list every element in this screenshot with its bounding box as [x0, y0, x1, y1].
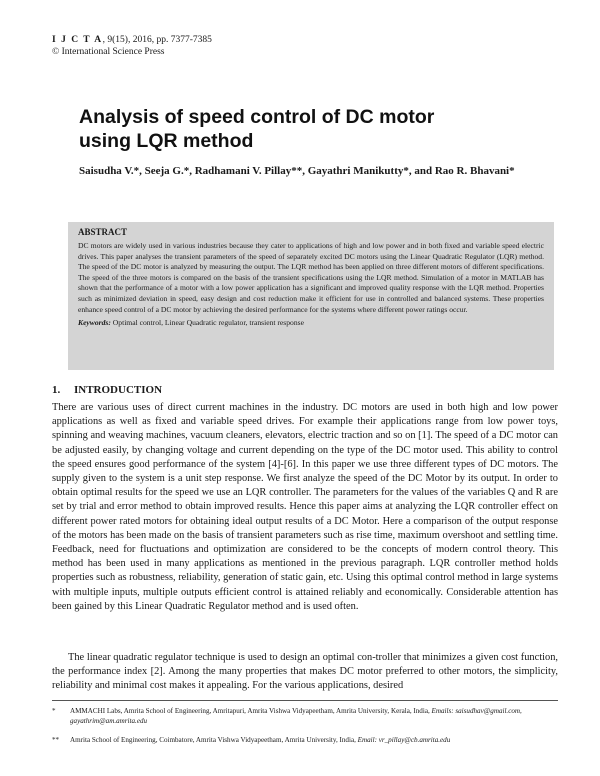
journal-citation: [52, 34, 212, 46]
footnote-affiliation: Amrita School of Engineering, Coimbatore, Amrita Vishwa Vidyapeetham, Amrita University, India,: [70, 736, 358, 744]
abstract-box: [68, 222, 554, 370]
paper-title: Analysis of speed control of DC motor using LQR method: [79, 106, 435, 152]
abstract-body: DC motors are widely used in various industries because they cater to applications of high and low power and in both fixed and variable speed electric drives. This paper analyses the transient parameters of the speed of separately excited DC motors using the Linear Quadratic Regulator (LQR) method. The speed of the DC motor is analyzed by measuring the output. The LQR method has been applied on three different motors of different specifications. The speed of the three motors is compared on the basis of the transient specifications using the LQR method. Simulation of a motor in MATLAB has shown that the performance of a motor with a low power application has a significant and improved quality response with the LQR method. Properties such as minimized deviation in speed, easy design and cost reduction make it efficient for use in controlled and balanced systems. These properties enhance speed control of a DC motor by achieving the desired performance for the systems where different power ratings occur.: [78, 241, 544, 314]
footnote-email-label: Email:: [357, 736, 377, 744]
footnote-emails[interactable]: saisudhav@gmail.com, gayathrim@am.amrita.edu: [70, 707, 522, 725]
body-paragraph: There are various uses of direct current machines in the industry. DC motors are used in both high and low power applications as well as fixed and variable speed drives. For example their applications range from low power toys, spinning and weaving machines, vacuum cleaners, elevators, electric traction and so on [1]. The speed of a DC motor can be adjusted easily, by changing voltage and current depending on the type of the DC motor used. This ability to control the speed ensures good performance of the system [4]-[6]. In this paper we use three different types of DC motors. The supply given to the system is a unit step response. We first analyze the speed of the DC Motor by its output. In order to obtain optimal results for the speed we use an LQR controller. The parameters for the values of the variables Q and R are set by trial and error method to obtain improved results. Hence this paper aims at analyzing the LQR controller effect on different power rated motors for obtaining ideal output results of a DC Motor. Here a comparison of the output response of the motors has been made on the basis of transient parameters such as rise time, maximum overshoot and settling time. Feedback, need for fluctuations and optimization are considered to be the concepts of modern control theory. This method has been used in many applications as mentioned in the previous paragraph. LQR controller method holds properties such as robustness, reliability, generation of static gain, etc. Using this optimal control method in large systems with multiple inputs, multiple outputs efficient control is attained reliably and economically. Considerable attention has been gained by this Linear Quadratic Regulator method and is used often.: [52, 402, 558, 612]
footnote-text: [70, 706, 558, 726]
body-paragraph: The linear quadratic regulator technique is used to design an optimal con-troller that minimizes a given cost function, the performance index [2]. Among the many properties that makes DC motor preferred to other motors, the simplicity, reliability and minimal cost makes it appealing. For the various applications, desired: [52, 652, 558, 692]
journal-copyright: © International Science Press: [52, 47, 165, 57]
section-number: 1.: [52, 384, 61, 396]
footnote-email-label: Emails:: [431, 707, 454, 715]
footnote-text: [70, 735, 558, 745]
footnote-emails[interactable]: vr_pillay@cb.amrita.edu: [376, 736, 451, 744]
abstract-heading: ABSTRACT: [78, 227, 128, 237]
footnote: [52, 706, 558, 726]
author-list: Saisudha V.*, Seeja G.*, Radhamani V. Pillay**, Gayathri Manikutty*, and Rao R. Bhavani*: [79, 165, 515, 177]
keywords-line: [78, 318, 544, 329]
footnote: [52, 735, 558, 745]
footnote-affiliation: AMMACHI Labs, Amrita School of Engineering, Amritapuri, Amrita Vishwa Vidyapeetham, Amrita University, Kerala, India,: [70, 707, 432, 715]
keywords-label: Keywords:: [78, 318, 111, 328]
keywords-list: Optimal control, Linear Quadratic regulator, transient response: [110, 318, 304, 328]
journal-volume-pages: , 9(15), 2016, pp. 7377-7385: [102, 35, 212, 45]
section-title: INTRODUCTION: [74, 384, 163, 396]
journal-header: [52, 34, 212, 58]
footnote-mark: *: [52, 707, 56, 715]
footnote-mark: **: [52, 736, 60, 744]
footnote-divider: [52, 700, 558, 701]
journal-name: I J C T A: [52, 35, 103, 45]
section-heading-introduction: [52, 384, 162, 396]
